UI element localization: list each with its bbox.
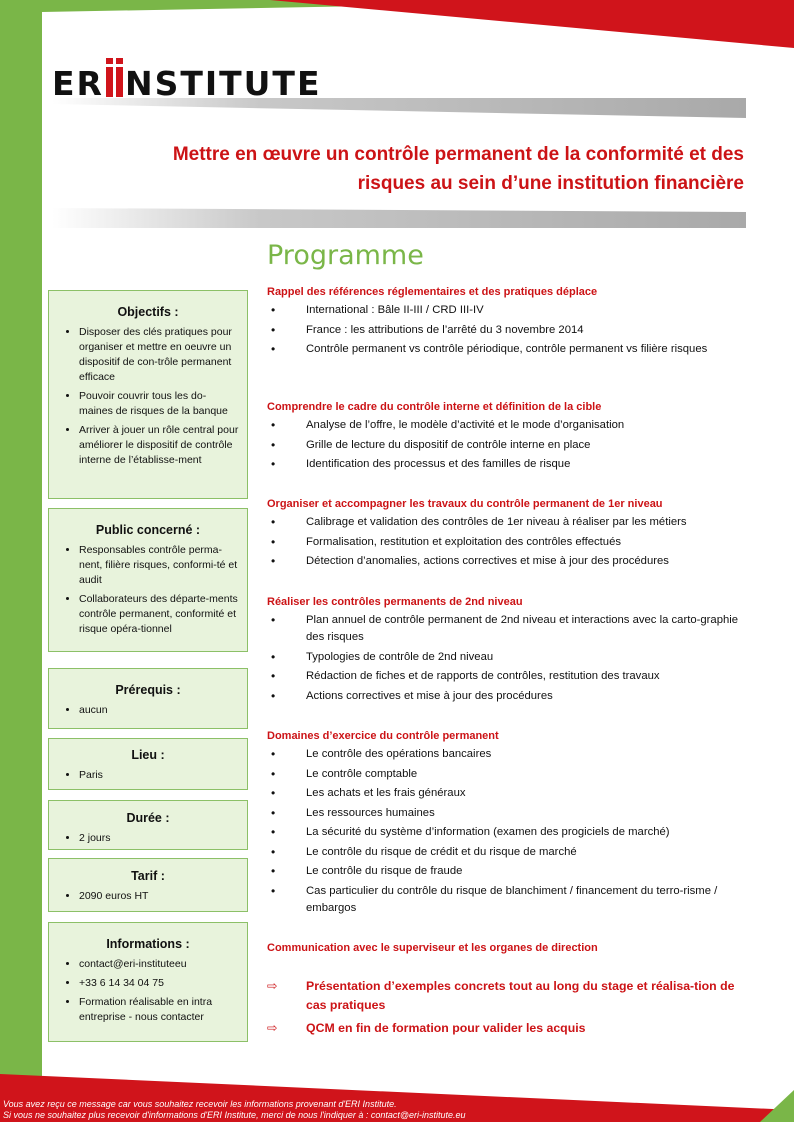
grey-divider-bottom — [52, 208, 746, 228]
section-title: Domaines d’exercice du contrôle permanent — [267, 730, 499, 742]
section-item: • Les achats et les frais généraux — [267, 785, 747, 802]
informations-item: • Formation réalisable en intra entreprise - nous contacter — [79, 995, 239, 1025]
footer — [3, 1099, 763, 1121]
section-title: Comprendre le cadre du contrôle interne et définition de la cible — [267, 401, 602, 413]
highlight-item — [267, 977, 747, 1015]
section-item: • International : Bâle II-III / CRD III-IV — [267, 302, 747, 319]
objectifs-item: • Arriver à jouer un rôle central pour améliorer le dispositif de contrôle interne de l’établisse-ment — [79, 423, 239, 468]
section-item: • Le contrôle du risque de fraude — [267, 863, 747, 880]
objectifs-title: Objectifs : — [117, 305, 179, 319]
duree-title: Durée : — [126, 811, 170, 825]
objectifs-item: • Pouvoir couvrir tous les do-maines de risques de la banque — [79, 389, 239, 419]
section-item: • Le contrôle comptable — [267, 766, 747, 783]
program-section — [267, 496, 747, 573]
logo-text-start: ER — [52, 64, 104, 103]
section-item: • Identification des processus et des familles de risque — [267, 456, 747, 473]
title-line-1: Mettre en œuvre un contrôle permanent de la conformité et des — [172, 144, 744, 165]
section-item: • Les ressources humaines — [267, 805, 747, 822]
eri-institute-logo — [52, 64, 322, 104]
lieu-card — [48, 738, 248, 790]
red-top-right-wedge — [270, 0, 794, 48]
program-section — [267, 399, 747, 476]
highlight-text: QCM en fin de formation pour valider les acquis — [306, 1021, 586, 1035]
section-item: • Le contrôle des opérations bancaires — [267, 746, 747, 763]
prerequis-title: Prérequis : — [115, 683, 181, 697]
contact-email[interactable]: • contact@eri-instituteeu — [79, 957, 239, 972]
tarif-item: • 2090 euros HT — [79, 889, 239, 904]
lieu-title: Lieu : — [131, 748, 165, 762]
program-section — [267, 728, 747, 919]
informations-card — [48, 922, 248, 1042]
informations-title: Informations : — [106, 937, 190, 951]
section-title: Communication avec le superviseur et les organes de direction — [267, 942, 598, 954]
footer-line-1: Vous avez reçu ce message car vous souhaitez recevoir les informations provenant d'ERI Institute. — [3, 1099, 397, 1109]
prerequis-item: • aucun — [79, 703, 239, 718]
public-title: Public concerné : — [95, 523, 201, 537]
section-title: Réaliser les contrôles permanents de 2nd niveau — [267, 596, 523, 608]
arrow-right-icon: ⇨ — [267, 979, 278, 993]
arrow-right-icon: ⇨ — [267, 1021, 278, 1035]
lieu-item: • Paris — [79, 768, 239, 783]
prerequis-card — [48, 668, 248, 729]
tarif-card — [48, 858, 248, 912]
section-title: Rappel des références réglementaires et des pratiques déplace — [267, 286, 598, 298]
contact-phone[interactable]: • +33 6 14 34 04 75 — [79, 976, 239, 991]
public-card — [48, 508, 248, 652]
title-line-2: risques au sein d’une institution financière — [357, 173, 744, 194]
logo-text-end: NSTITUTE — [124, 64, 322, 103]
duree-item: • 2 jours — [79, 831, 239, 846]
program-section — [267, 594, 747, 707]
section-item: • Le contrôle du risque de crédit et du risque de marché — [267, 844, 747, 861]
section-item: • Typologies de contrôle de 2nd niveau — [267, 649, 747, 666]
public-item: • Responsables contrôle perma-nent, filière risques, conformi-té et audit — [79, 543, 239, 588]
section-item: • Plan annuel de contrôle permanent de 2nd niveau et interactions avec la carto-graphie des risques — [267, 612, 747, 646]
section-item: • Rédaction de fiches et de rapports de contrôles, restitution des travaux — [267, 668, 747, 685]
footer-line-2[interactable]: Si vous ne souhaitez plus recevoir d'informations d'ERI Institute, merci de nous l'indiquer à : contact@eri-institute.eu — [3, 1110, 466, 1120]
section-item: • Actions correctives et mise à jour des procédures — [267, 688, 747, 705]
document-title — [60, 140, 744, 198]
green-left-band — [0, 0, 42, 1122]
highlight-item — [267, 1019, 747, 1038]
objectifs-item: • Disposer des clés pratiques pour organiser et mettre en oeuvre un dispositif de con-trôle permanent efficace — [79, 325, 239, 385]
section-item: • Grille de lecture du dispositif de contrôle interne en place — [267, 437, 747, 454]
section-item: • France : les attributions de l’arrêté du 3 novembre 2014 — [267, 322, 747, 339]
section-item: • Cas particulier du contrôle du risque de blanchiment / financement du terro-risme / embargos — [267, 883, 747, 917]
section-title: Organiser et accompagner les travaux du contrôle permanent de 1er niveau — [267, 498, 663, 510]
program-heading: Programme — [267, 240, 424, 271]
section-item: • Contrôle permanent vs contrôle périodique, contrôle permanent vs filière risques — [267, 341, 747, 358]
duree-card — [48, 800, 248, 850]
section-item: • Détection d’anomalies, actions correctives et mise à jour des procédures — [267, 553, 747, 570]
objectifs-card — [48, 290, 248, 499]
section-item: • Formalisation, restitution et exploitation des contrôles effectués — [267, 534, 747, 551]
highlight-text: Présentation d’exemples concrets tout au long du stage et réalisa-tion de cas pratiques — [306, 979, 735, 1012]
highlights — [267, 977, 747, 1042]
section-item: • Analyse de l’offre, le modèle d’activité et le mode d’organisation — [267, 417, 747, 434]
section-item: • La sécurité du système d’information (examen des progiciels de marché) — [267, 824, 747, 841]
logo-ii-mark — [106, 67, 123, 97]
program-section — [267, 284, 747, 361]
public-item: • Collaborateurs des départe-ments contrôle permanent, conformité et risque opéra-tionnel — [79, 592, 239, 637]
program-section — [267, 940, 747, 956]
tarif-title: Tarif : — [131, 869, 165, 883]
section-item: • Calibrage et validation des contrôles de 1er niveau à réaliser par les métiers — [267, 514, 747, 531]
